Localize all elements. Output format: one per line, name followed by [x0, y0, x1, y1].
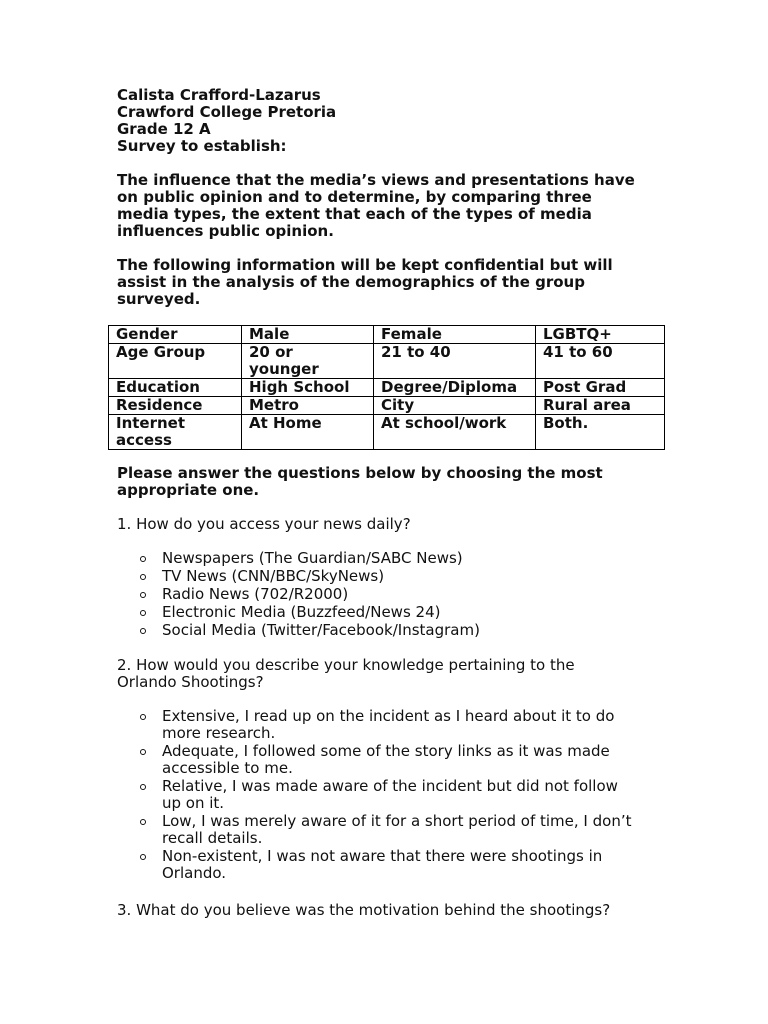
table-cell: LGBTQ+ — [536, 326, 665, 344]
radio-bullet-icon[interactable] — [140, 714, 146, 720]
radio-bullet-icon[interactable] — [140, 749, 146, 755]
q1-option: Newspapers (The Guardian/SABC News) — [162, 549, 463, 567]
q2-option-line: Low, I was merely aware of it for a short period of time, I don’t — [162, 812, 632, 830]
table-cell: Gender — [109, 326, 242, 344]
intro-line-4: influences public opinion. — [117, 222, 334, 240]
author-name: Calista Crafford-Lazarus — [117, 86, 321, 104]
intro-line-3: media types, the extent that each of the types of media — [117, 205, 592, 223]
table-cell: Degree/Diploma — [374, 379, 536, 397]
table-cell: 20 or younger — [242, 344, 374, 379]
table-cell: Age Group — [109, 344, 242, 379]
table-cell: City — [374, 397, 536, 415]
table-cell: Residence — [109, 397, 242, 415]
confidential-line-3: surveyed. — [117, 290, 201, 308]
radio-bullet-icon[interactable] — [140, 574, 146, 580]
question-2-line-2: Orlando Shootings? — [117, 673, 264, 691]
table-cell: 41 to 60 — [536, 344, 665, 379]
instructions-line-1: Please answer the questions below by choosing the most — [117, 464, 603, 482]
radio-bullet-icon[interactable] — [140, 556, 146, 562]
table-cell: Rural area — [536, 397, 665, 415]
q1-option: Social Media (Twitter/Facebook/Instagram) — [162, 621, 480, 639]
table-cell: Both. — [536, 415, 665, 450]
intro-line-2: on public opinion and to determine, by comparing three — [117, 188, 592, 206]
table-row — [109, 344, 665, 379]
q2-option-line: Non-existent, I was not aware that there were shootings in — [162, 847, 603, 865]
radio-bullet-icon[interactable] — [140, 854, 146, 860]
intro-line-1: The influence that the media’s views and presentations have — [117, 171, 635, 189]
radio-bullet-icon[interactable] — [140, 628, 146, 634]
confidential-line-2: assist in the analysis of the demographics of the group — [117, 273, 585, 291]
table-row — [109, 326, 665, 344]
question-1: 1. How do you access your news daily? — [117, 515, 411, 533]
table-row — [109, 397, 665, 415]
question-3: 3. What do you believe was the motivation behind the shootings? — [117, 901, 611, 919]
table-cell: At school/work — [374, 415, 536, 450]
q1-option: Radio News (702/R2000) — [162, 585, 349, 603]
q2-option-line: Relative, I was made aware of the incident but did not follow — [162, 777, 618, 795]
radio-bullet-icon[interactable] — [140, 592, 146, 598]
q2-option-line: Extensive, I read up on the incident as I heard about it to do — [162, 707, 615, 725]
confidential-line-1: The following information will be kept confidential but will — [117, 256, 613, 274]
school-name: Crawford College Pretoria — [117, 103, 337, 121]
q2-option-line: Adequate, I followed some of the story links as it was made — [162, 742, 610, 760]
q2-option-line: recall details. — [162, 829, 263, 847]
q2-option-line: up on it. — [162, 794, 225, 812]
q2-option-line: accessible to me. — [162, 759, 293, 777]
instructions-line-2: appropriate one. — [117, 481, 260, 499]
table-cell: Male — [242, 326, 374, 344]
survey-label: Survey to establish: — [117, 137, 287, 155]
q1-option: TV News (CNN/BBC/SkyNews) — [162, 567, 385, 585]
table-cell: At Home — [242, 415, 374, 450]
q2-option-line: Orlando. — [162, 864, 227, 882]
radio-bullet-icon[interactable] — [140, 784, 146, 790]
question-2-line-1: 2. How would you describe your knowledge pertaining to the — [117, 656, 575, 674]
table-row — [109, 379, 665, 397]
table-cell: Metro — [242, 397, 374, 415]
grade-label: Grade 12 A — [117, 120, 211, 138]
table-cell: Female — [374, 326, 536, 344]
q1-option: Electronic Media (Buzzfeed/News 24) — [162, 603, 441, 621]
radio-bullet-icon[interactable] — [140, 819, 146, 825]
q2-option-line: more research. — [162, 724, 276, 742]
table-cell: Education — [109, 379, 242, 397]
demographics-table — [108, 325, 665, 450]
table-cell: Post Grad — [536, 379, 665, 397]
table-cell: Internet access — [109, 415, 242, 450]
table-cell: 21 to 40 — [374, 344, 536, 379]
table-row — [109, 415, 665, 450]
table-cell: High School — [242, 379, 374, 397]
radio-bullet-icon[interactable] — [140, 610, 146, 616]
